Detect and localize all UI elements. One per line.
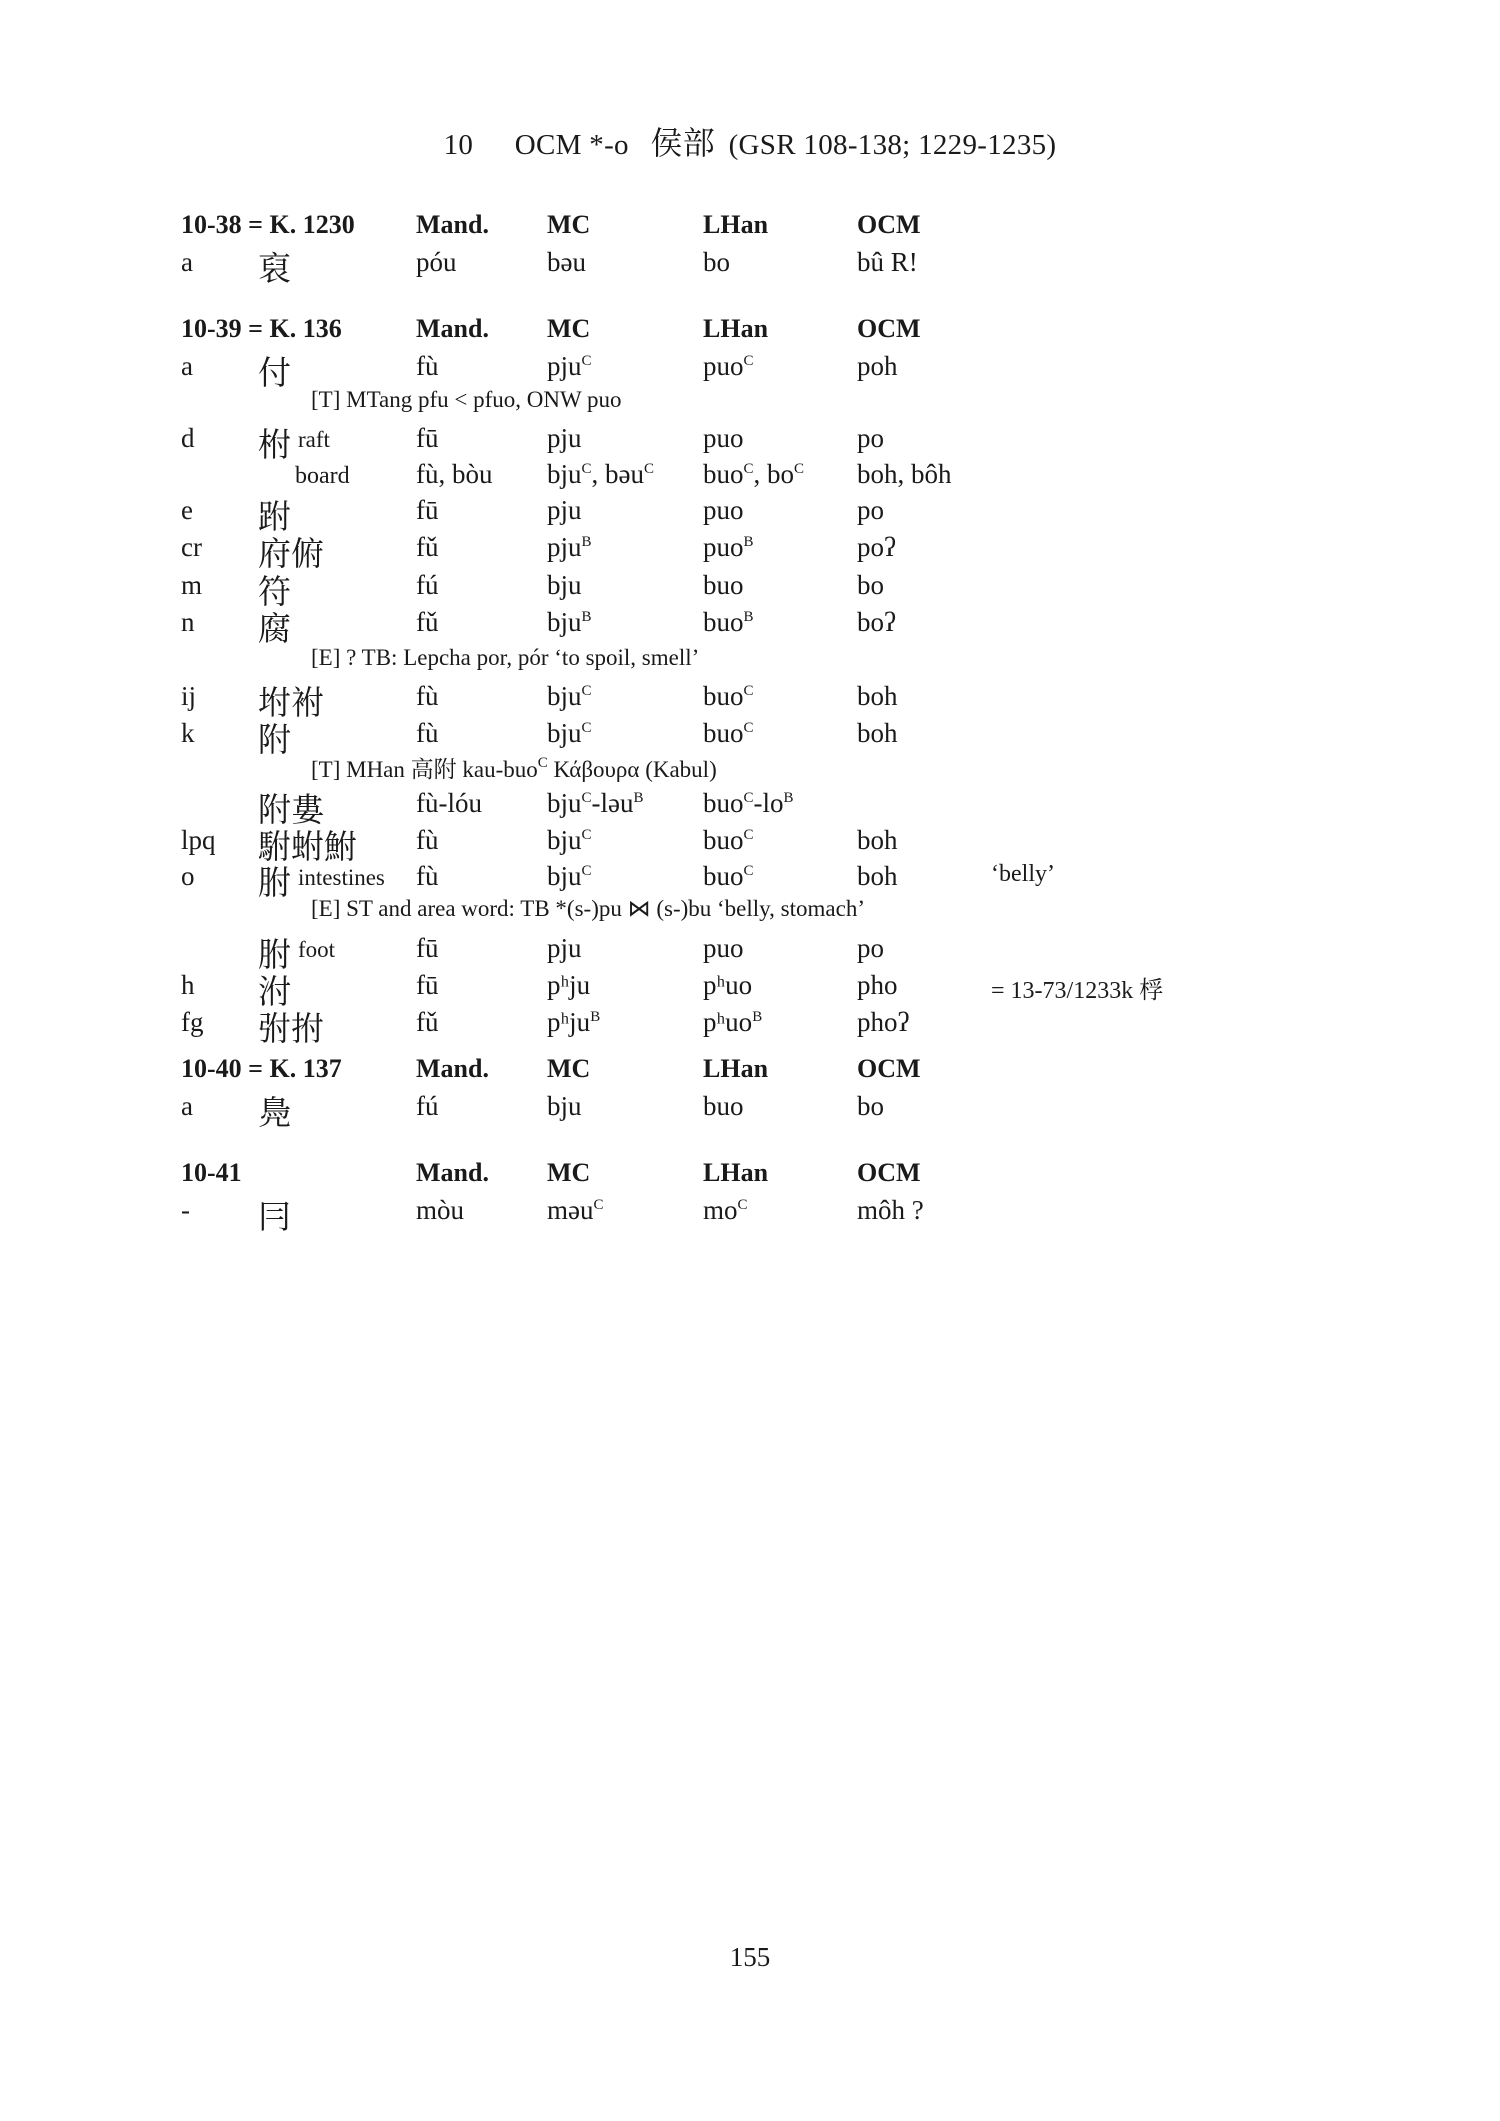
entry-middle-chinese-text: bju <box>547 825 582 855</box>
entry-middle-chinese <box>547 718 592 749</box>
entry-middle-chinese <box>547 861 592 892</box>
entry-later-han-text: buo <box>703 607 744 637</box>
entry-row <box>0 532 1500 573</box>
entry-later-han-text: puo <box>703 351 744 381</box>
entry-mandarin <box>416 933 439 964</box>
entry-middle-chinese <box>547 1195 604 1226</box>
entry-mandarin <box>416 1007 439 1038</box>
column-header-lhan: LHan <box>703 210 769 239</box>
entry-mandarin-text: fù, bòu <box>416 459 493 489</box>
entry-later-han <box>703 861 754 892</box>
entry-middle-chinese-text: bju <box>547 788 582 818</box>
entry-character: 裒 <box>258 252 291 288</box>
entry-gloss: raft <box>298 427 330 452</box>
entry-old-chinese <box>857 532 896 563</box>
entry-character: 腐 <box>258 612 291 648</box>
entry-row <box>0 825 1500 866</box>
entry-middle-chinese-sup: C <box>581 461 592 477</box>
page-header <box>0 118 1500 164</box>
entry-middle-chinese <box>547 1091 582 1122</box>
entry-later-han <box>703 933 744 964</box>
entry-character: 附婁 <box>258 793 324 829</box>
entry-old-chinese <box>857 570 884 601</box>
entry-id: - <box>181 1195 190 1225</box>
entry-mandarin <box>416 1195 464 1226</box>
entry-mandarin <box>416 351 439 382</box>
entry-middle-chinese-text: bju <box>547 681 582 711</box>
entry-middle-chinese-text: bju <box>547 718 582 748</box>
entry-later-han <box>703 970 752 1001</box>
entry-middle-chinese-text-2: -ləu <box>591 788 634 818</box>
entry-middle-chinese <box>547 970 590 1001</box>
entry-mandarin <box>416 247 457 278</box>
note-sup: C <box>537 755 548 771</box>
entry-middle-chinese-sup: B <box>581 534 592 550</box>
entry-mandarin-text: fǔ <box>416 607 439 637</box>
entry-mandarin <box>416 459 493 490</box>
entry-old-chinese <box>857 247 918 278</box>
entry-character: 附 <box>258 723 291 759</box>
column-header-mc: MC <box>547 1054 591 1083</box>
entry-old-chinese-text: boh <box>857 718 898 748</box>
column-header-mc: MC <box>547 210 591 239</box>
entry-middle-chinese-text: bəu <box>547 247 586 277</box>
entry-later-han <box>703 718 754 749</box>
entry-character: 府俯 <box>258 537 324 573</box>
entry-row <box>0 247 1500 288</box>
entry-later-han-sup: B <box>743 609 754 625</box>
entry-mandarin-text: fù-lóu <box>416 788 482 818</box>
entry-mandarin-text: fū <box>416 933 439 963</box>
entry-later-han <box>703 1091 744 1122</box>
entry-character: 弣拊 <box>258 1012 324 1048</box>
entry-id: lpq <box>181 825 216 855</box>
entry-character: 符 <box>258 575 291 611</box>
entry-old-chinese <box>857 970 898 1001</box>
entry-mandarin-text: fú <box>416 570 439 600</box>
entry-later-han <box>703 570 744 601</box>
entry-middle-chinese-sup: B <box>590 1009 601 1025</box>
entry-later-han-text: bo <box>703 247 730 277</box>
entry-id: h <box>181 970 195 1000</box>
entry-extra: = 13-73/1233k 桴 <box>991 978 1164 1004</box>
section-heading: 10-39 = K. 136 <box>181 314 342 343</box>
entry-mandarin <box>416 570 439 601</box>
entry-id: a <box>181 247 193 277</box>
entry-old-chinese-text: bû R! <box>857 247 918 277</box>
entry-mandarin-text: mòu <box>416 1195 465 1225</box>
entry-id: a <box>181 351 193 381</box>
etymology-note <box>311 896 865 926</box>
entry-extra: ‘belly’ <box>991 861 1055 887</box>
etymology-note <box>311 751 717 781</box>
entry-later-han-sup-2: B <box>783 790 794 806</box>
section-header-row <box>0 1054 1500 1090</box>
entry-middle-chinese <box>547 825 592 856</box>
entry-later-han <box>703 1007 762 1038</box>
entry-mandarin-text: fù <box>416 861 439 891</box>
entry-old-chinese-text: phoʔ <box>857 1007 910 1037</box>
entry-row <box>0 970 1500 1011</box>
entry-mandarin <box>416 861 439 892</box>
entry-mandarin <box>416 718 439 749</box>
entry-middle-chinese-text: bju <box>547 861 582 891</box>
entry-middle-chinese <box>547 247 586 278</box>
entry-later-han-text: buo <box>703 459 744 489</box>
entry-later-han-text: pʰuo <box>703 970 753 1000</box>
entry-id: a <box>181 1091 193 1121</box>
entry-later-han-sup-2: C <box>794 461 805 477</box>
entry-later-han-text: buo <box>703 825 744 855</box>
entry-id: cr <box>181 532 202 562</box>
entry-middle-chinese-text-2: , bəu <box>591 459 645 489</box>
entry-id: o <box>181 861 195 891</box>
entry-middle-chinese <box>547 570 582 601</box>
column-header-mand: Mand. <box>416 1054 489 1083</box>
column-header-lhan: LHan <box>703 314 769 343</box>
entry-id: m <box>181 570 203 600</box>
entry-middle-chinese-sup: C <box>593 1197 604 1213</box>
entry-middle-chinese-sup-2: B <box>633 790 644 806</box>
entry-later-han-sup: C <box>743 863 754 879</box>
entry-old-chinese-text: poh <box>857 351 898 381</box>
entry-mandarin <box>416 423 439 454</box>
entry-later-han <box>703 532 754 563</box>
entry-old-chinese-text: po <box>857 495 884 525</box>
entry-middle-chinese <box>547 933 582 964</box>
entry-character: 泭 <box>258 975 291 1011</box>
entry-middle-chinese-text: bju <box>547 607 582 637</box>
section-header-row <box>0 314 1500 350</box>
entry-old-chinese-text: boh <box>857 681 898 711</box>
entry-mandarin <box>416 788 482 819</box>
entry-gloss: foot <box>298 937 336 962</box>
entry-mandarin <box>416 1091 439 1122</box>
entry-middle-chinese-text: pʰju <box>547 970 591 1000</box>
entry-middle-chinese-text: bju <box>547 459 582 489</box>
section-heading: 10-41 <box>181 1158 242 1187</box>
column-header-ocm: OCM <box>857 314 921 343</box>
entry-later-han-text-2: , bo <box>753 459 795 489</box>
entry-mandarin-text: póu <box>416 247 457 277</box>
entry-mandarin-text: fù <box>416 718 439 748</box>
header-title-post: (GSR 108-138; 1229-1235) <box>728 129 1057 161</box>
entry-later-han <box>703 788 794 819</box>
entry-old-chinese <box>857 933 884 964</box>
entry-middle-chinese <box>547 607 592 638</box>
etymology-note <box>311 645 699 675</box>
entry-old-chinese <box>857 423 884 454</box>
entry-mandarin <box>416 607 439 638</box>
entry-middle-chinese <box>547 423 582 454</box>
entry-row <box>0 718 1500 759</box>
column-header-mand: Mand. <box>416 314 489 343</box>
entry-later-han-text: buo <box>703 718 744 748</box>
entry-old-chinese <box>857 1007 909 1038</box>
entry-middle-chinese-sup: C <box>581 683 592 699</box>
entry-old-chinese <box>857 351 898 382</box>
entry-character: 冃 <box>258 1200 291 1236</box>
entry-old-chinese <box>857 718 898 749</box>
entry-row <box>0 1007 1500 1048</box>
column-header-ocm: OCM <box>857 1054 921 1083</box>
entry-mandarin <box>416 681 439 712</box>
entry-mandarin-text: fū <box>416 970 439 1000</box>
column-header-mand: Mand. <box>416 1158 489 1187</box>
note-text: [T] MHan 高附 kau-buo <box>311 757 538 782</box>
page-number: 155 <box>729 1942 771 1972</box>
entry-old-chinese-text: boʔ <box>857 607 896 637</box>
entry-id: fg <box>181 1007 204 1037</box>
entry-later-han-sup: C <box>743 683 754 699</box>
entry-middle-chinese-text: məu <box>547 1195 594 1225</box>
entry-later-han-text: buo <box>703 861 744 891</box>
entry-row <box>0 1195 1500 1236</box>
entry-middle-chinese-text: pju <box>547 933 582 963</box>
entry-mandarin-text: fù <box>416 351 439 381</box>
entry-old-chinese-text: pho <box>857 970 898 1000</box>
entry-later-han-text: buo <box>703 1091 744 1121</box>
entry-row <box>0 788 1500 829</box>
column-header-mc: MC <box>547 314 591 343</box>
entry-character: 胕 <box>258 938 291 974</box>
entry-character: 坿袝 <box>258 686 324 722</box>
entry-mandarin-text: fǔ <box>416 1007 439 1037</box>
entry-old-chinese <box>857 495 884 526</box>
entry-later-han <box>703 825 754 856</box>
entry-later-han-text: puo <box>703 933 744 963</box>
entry-id: ij <box>181 681 197 711</box>
entry-later-han <box>703 495 744 526</box>
entry-character: 付 <box>258 356 291 392</box>
entry-row <box>0 423 1500 464</box>
entry-later-han <box>703 247 730 278</box>
entry-later-han-sup: C <box>743 353 754 369</box>
entry-later-han-sup: B <box>743 534 754 550</box>
entry-old-chinese-text: bo <box>857 570 884 600</box>
entry-later-han <box>703 1195 748 1226</box>
entry-later-han-text: pʰuo <box>703 1007 753 1037</box>
entry-middle-chinese <box>547 532 592 563</box>
entry-row <box>0 459 1500 495</box>
entry-middle-chinese <box>547 495 582 526</box>
entry-old-chinese-text: bo <box>857 1091 884 1121</box>
entry-middle-chinese-sup: C <box>581 863 592 879</box>
column-header-lhan: LHan <box>703 1158 769 1187</box>
note-text-post: Κάβουρα (Kabul) <box>547 757 717 782</box>
header-title-pre: OCM *-o <box>514 129 629 161</box>
entry-old-chinese-text: po <box>857 423 884 453</box>
entry-middle-chinese-sup: B <box>581 609 592 625</box>
entry-middle-chinese-sup: C <box>581 720 592 736</box>
entry-old-chinese-text: môh ? <box>857 1195 924 1225</box>
entry-id: n <box>181 607 195 637</box>
column-header-mc: MC <box>547 1158 591 1187</box>
entry-middle-chinese <box>547 459 654 490</box>
entry-middle-chinese-text: pju <box>547 423 582 453</box>
entry-row <box>0 351 1500 392</box>
entry-later-han <box>703 607 754 638</box>
entry-later-han-sup: C <box>743 790 754 806</box>
entry-character: 鳧 <box>258 1096 291 1132</box>
entry-middle-chinese-sup: C <box>581 827 592 843</box>
note-text: [E] ? TB: Lepcha por, pór ‘to spoil, smell’ <box>311 645 700 670</box>
entry-later-han <box>703 351 754 382</box>
entry-row <box>0 681 1500 722</box>
entry-old-chinese <box>857 825 898 856</box>
section-heading: 10-40 = K. 137 <box>181 1054 342 1083</box>
entry-middle-chinese-text: bju <box>547 1091 582 1121</box>
entry-later-han-text: mo <box>703 1195 738 1225</box>
entry-later-han-text: puo <box>703 532 744 562</box>
entry-row <box>0 1091 1500 1132</box>
entry-old-chinese-text: boh <box>857 861 898 891</box>
entry-middle-chinese <box>547 351 592 382</box>
entry-later-han <box>703 459 804 490</box>
entry-middle-chinese-text: pju <box>547 351 582 381</box>
entry-later-han-text: puo <box>703 423 744 453</box>
entry-mandarin-text: fū <box>416 495 439 525</box>
entry-row <box>0 861 1500 902</box>
entry-middle-chinese <box>547 681 592 712</box>
column-header-mand: Mand. <box>416 210 489 239</box>
entry-later-han-text: puo <box>703 495 744 525</box>
entry-middle-chinese <box>547 1007 600 1038</box>
entry-mandarin-text: fū <box>416 423 439 453</box>
entry-character: 跗 <box>258 500 291 536</box>
entry-later-han-text: buo <box>703 570 744 600</box>
entry-id: d <box>181 423 195 453</box>
entry-later-han <box>703 681 754 712</box>
entry-row <box>0 933 1500 974</box>
entry-mandarin <box>416 825 439 856</box>
entry-mandarin-text: fù <box>416 681 439 711</box>
entry-later-han-sup: C <box>743 720 754 736</box>
entry-mandarin-text: fù <box>416 825 439 855</box>
section-header-row <box>0 1158 1500 1194</box>
header-title-han: 侯部 <box>650 125 716 161</box>
entry-later-han-sup: C <box>743 827 754 843</box>
entry-old-chinese <box>857 861 898 892</box>
entry-old-chinese <box>857 1091 884 1122</box>
entry-old-chinese-text: boh, bôh <box>857 459 952 489</box>
entry-character: 柎 <box>258 428 291 464</box>
entry-middle-chinese-text: bju <box>547 570 582 600</box>
entry-middle-chinese <box>547 788 644 819</box>
entry-later-han-sup: C <box>737 1197 748 1213</box>
entry-old-chinese <box>857 1195 924 1226</box>
entry-old-chinese <box>857 607 896 638</box>
entry-old-chinese <box>857 459 952 490</box>
entry-middle-chinese-sup: C <box>581 790 592 806</box>
note-text: [T] MTang pfu < pfuo, ONW puo <box>311 387 622 412</box>
entry-mandarin <box>416 970 439 1001</box>
entry-middle-chinese-text: pʰju <box>547 1007 591 1037</box>
entry-character: 駙蚹鮒 <box>258 830 357 866</box>
entry-later-han-sup: C <box>743 461 754 477</box>
entry-mandarin <box>416 495 439 526</box>
entry-id: e <box>181 495 193 525</box>
entry-old-chinese-text: poʔ <box>857 532 896 562</box>
entry-later-han-text: buo <box>703 788 744 818</box>
entry-later-han-text-2: -lo <box>753 788 784 818</box>
entry-gloss: intestines <box>298 865 385 890</box>
chapter-number: 10 <box>443 129 474 161</box>
section-heading: 10-38 = K. 1230 <box>181 210 355 239</box>
entry-middle-chinese-sup: C <box>581 353 592 369</box>
entry-mandarin <box>416 532 439 563</box>
entry-row <box>0 570 1500 611</box>
entry-row <box>0 607 1500 648</box>
entry-later-han <box>703 423 744 454</box>
column-header-ocm: OCM <box>857 1158 921 1187</box>
column-header-lhan: LHan <box>703 1054 769 1083</box>
entry-mandarin-text: fǔ <box>416 532 439 562</box>
entry-old-chinese-text: po <box>857 933 884 963</box>
entry-middle-chinese-sup-2: C <box>644 461 655 477</box>
entry-later-han-sup: B <box>752 1009 763 1025</box>
entry-old-chinese <box>857 681 898 712</box>
entry-character: 胕 <box>258 866 291 902</box>
etymology-note <box>311 387 622 417</box>
entry-later-han-text: buo <box>703 681 744 711</box>
entry-gloss: board <box>295 463 350 489</box>
entry-middle-chinese-text: pju <box>547 532 582 562</box>
section-header-row <box>0 210 1500 246</box>
entry-row <box>0 495 1500 536</box>
entry-old-chinese-text: boh <box>857 825 898 855</box>
entry-mandarin-text: fú <box>416 1091 439 1121</box>
column-header-ocm: OCM <box>857 210 921 239</box>
entry-middle-chinese-text: pju <box>547 495 582 525</box>
note-text: [E] ST and area word: TB *(s-)pu ⋈ (s-)bu ‘belly, stomach’ <box>311 896 865 921</box>
entry-id: k <box>181 718 195 748</box>
